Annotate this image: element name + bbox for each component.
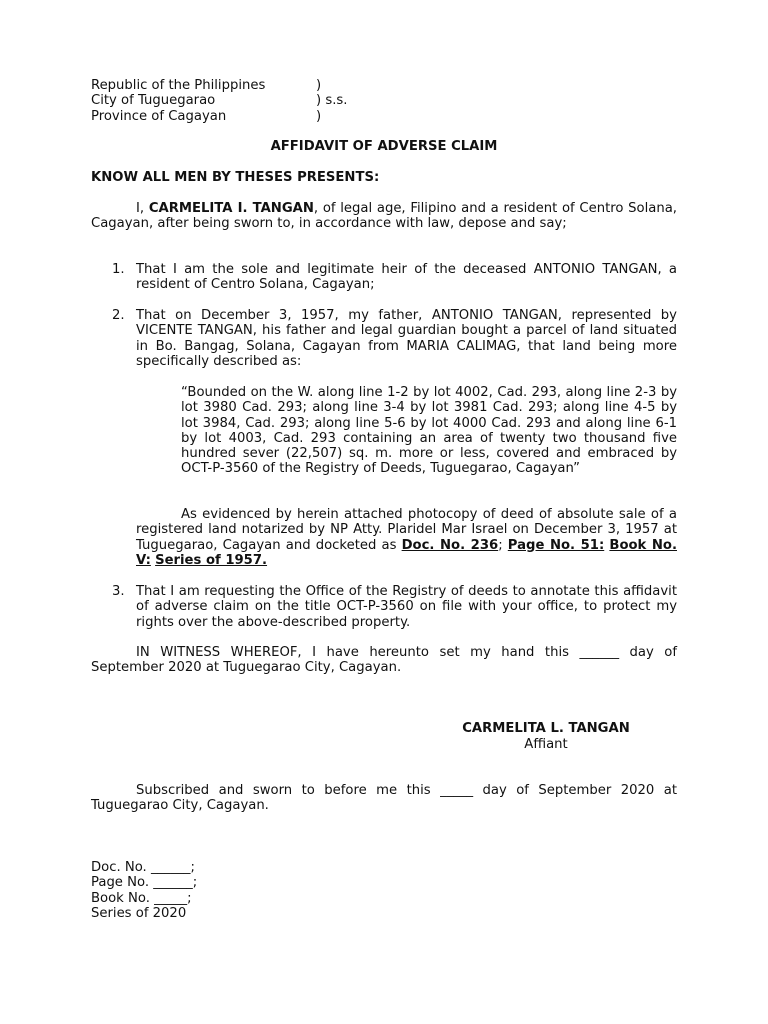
series-number: Series of 1957.	[155, 552, 268, 568]
venue-suffix: )	[316, 78, 322, 93]
witness-paragraph: IN WITNESS WHEREOF, I have hereunto set my hand this ______ day of September 2020 at Tuguegarao City, Cagayan.	[91, 645, 677, 676]
list-item	[112, 584, 677, 630]
item-text: That I am the sole and legitimate heir of the deceased ANTONIO TANGAN, a resident of Centro Solana, Cagayan;	[136, 262, 677, 293]
document-title: AFFIDAVIT OF ADVERSE CLAIM	[270, 139, 498, 154]
doc-number: Doc. No. 236	[401, 537, 499, 553]
evidence-text: As evidenced by herein attached photocopy of deed of absolute sale of a registered land notarized by NP Atty. Plaridel Mar Israel on December 3, 1957 at Tuguegarao, Cagayan and docketed as	[136, 507, 677, 553]
intro-paragraph	[91, 201, 677, 232]
notary-line: Doc. No. ______;	[91, 860, 195, 875]
list-item	[112, 262, 677, 293]
know-all-heading: KNOW ALL MEN BY THESES PRESENTS:	[91, 170, 380, 185]
venue-label: City of Tuguegarao	[91, 93, 216, 109]
item-text: That I am requesting the Office of the Registry of deeds to annotate this affidavit of adverse claim on the title OCT-P-3560 on file with your office, to protect my rights over the above-described property.	[136, 584, 677, 630]
venue-suffix: )	[316, 108, 322, 124]
intro-text: , of legal age, Filipino and a resident of Centro Solana, Cagayan, after being sworn to, in accordance with law, depose and say;	[91, 201, 677, 232]
item-number: 2.	[112, 308, 125, 323]
item-number: 1.	[112, 262, 125, 277]
property-description-quote: “Bounded on the W. along line 1-2 by lot 4002, Cad. 293, along line 2-3 by lot 3980 Cad. 293; along line 3-4 by lot 3981 Cad. 293; along line 4-5 by lot 3984, Cad. 293; along line 5-6 by lot 4000 Cad. 293 and along line 6-1 by lot 4003, Cad. 293 containing an area of twenty two thousand five hundred sever (22,507) sq. m. more or less, covered and embraced by OCT-P-3560 of the Registry of Deeds, Tuguegarao, Cagayan”	[181, 385, 677, 477]
book-number: Book No. V:	[136, 537, 677, 568]
jurat-paragraph: Subscribed and sworn to before me this _____ day of September 2020 at Tuguegarao City, Cagayan.	[91, 783, 677, 814]
notary-line: Page No. ______;	[91, 875, 198, 891]
signatory-name: CARMELITA L. TANGAN	[462, 721, 630, 736]
page-number: Page No. 51:	[507, 537, 605, 553]
notary-line: Book No. _____;	[91, 890, 192, 906]
item-text: That on December 3, 1957, my father, ANTONIO TANGAN, represented by VICENTE TANGAN, his father and legal guardian bought a parcel of land situated in Bo. Bangag, Solana, Cagayan from MARIA CALIMAG, that land being more specifically described as:	[136, 308, 677, 369]
affiant-name: CARMELITA I. TANGAN	[148, 201, 314, 216]
venue-block	[91, 78, 348, 124]
venue-line	[91, 78, 322, 93]
venue-line	[91, 93, 348, 109]
venue-line	[91, 108, 322, 124]
signatory-role: Affiant	[524, 737, 568, 752]
venue-label: Republic of the Philippines	[91, 78, 266, 93]
venue-suffix: ) s.s.	[316, 93, 348, 109]
item-number: 3.	[112, 584, 125, 599]
separator: ;	[498, 537, 508, 553]
evidence-paragraph	[136, 507, 677, 568]
notary-details	[91, 860, 197, 921]
list-item	[112, 308, 677, 369]
notary-line: Series of 2020	[91, 905, 187, 921]
venue-label: Province of Cagayan	[91, 108, 227, 124]
intro-prefix: I,	[136, 201, 149, 216]
